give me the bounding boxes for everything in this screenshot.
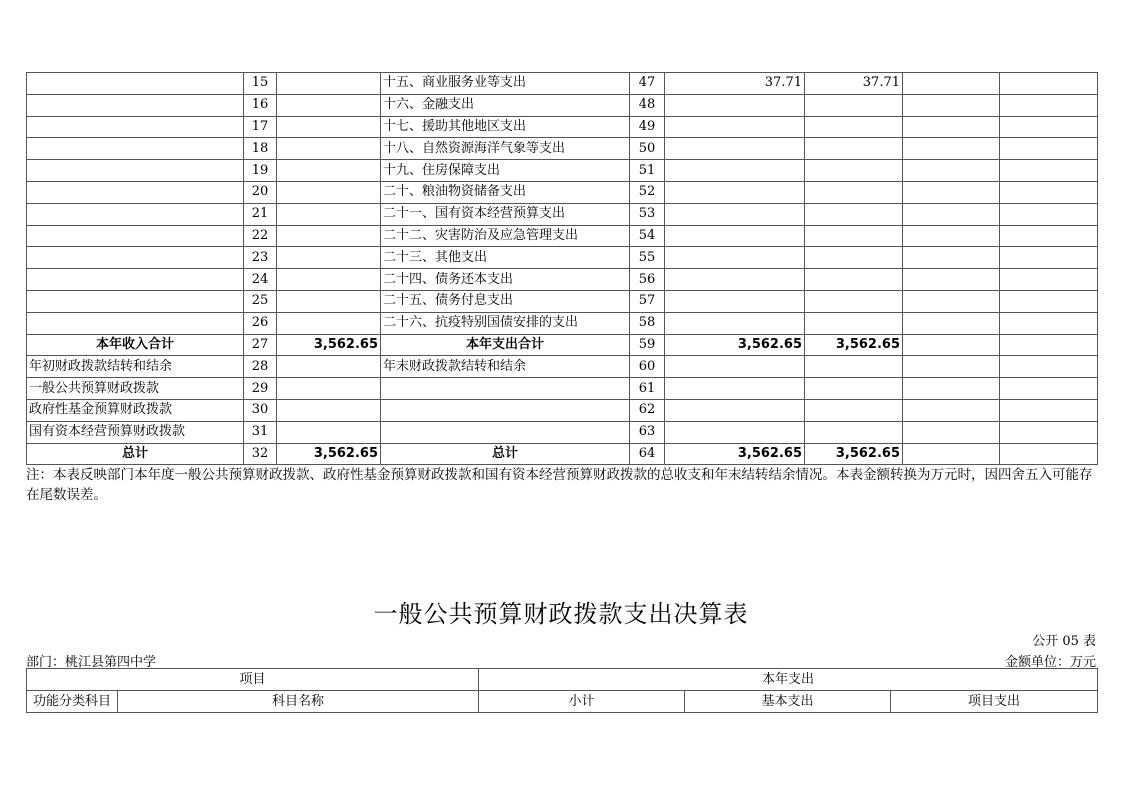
expense-total [665, 225, 805, 247]
income-amount [277, 116, 381, 138]
income-amount [277, 73, 381, 95]
expense-total [665, 138, 805, 160]
expense-col2 [805, 356, 903, 378]
expense-col4 [1000, 247, 1098, 269]
income-item: 政府性基金预算财政拨款 [27, 399, 244, 421]
income-amount [277, 421, 381, 443]
expense-row-no: 55 [630, 247, 665, 269]
expense-col2 [805, 399, 903, 421]
table-code: 公开 05 表 [1032, 634, 1096, 649]
expense-item: 十六、金融支出 [381, 94, 630, 116]
income-row-no: 30 [244, 399, 277, 421]
expense-total [665, 94, 805, 116]
expense-col3 [903, 356, 1000, 378]
table-row [27, 356, 1098, 378]
expense-row-no: 49 [630, 116, 665, 138]
table-row [27, 378, 1098, 400]
expense-item: 十七、援助其他地区支出 [381, 116, 630, 138]
header-current-expenditure: 本年支出 [479, 669, 1098, 691]
expense-row-no: 52 [630, 181, 665, 203]
col-subject-name: 科目名称 [118, 691, 479, 713]
department-label: 部门：桃江县第四中学 [26, 655, 157, 670]
expense-item [381, 421, 630, 443]
expense-row-no: 60 [630, 356, 665, 378]
expense-item: 十九、住房保障支出 [381, 160, 630, 182]
income-amount [277, 356, 381, 378]
expense-col2 [805, 290, 903, 312]
expense-col3 [903, 312, 1000, 334]
expense-col3 [903, 203, 1000, 225]
expense-col2 [805, 247, 903, 269]
expense-col2 [805, 269, 903, 291]
expense-item [381, 399, 630, 421]
expense-col4 [1000, 181, 1098, 203]
expense-col3 [903, 73, 1000, 95]
expense-total: 37.71 [665, 73, 805, 95]
income-row-no: 25 [244, 290, 277, 312]
expense-row-no: 53 [630, 203, 665, 225]
expense-item: 二十一、国有资本经营预算支出 [381, 203, 630, 225]
income-amount [277, 225, 381, 247]
expense-item: 二十三、其他支出 [381, 247, 630, 269]
page-title: 一般公共预算财政拨款支出决算表 [373, 600, 749, 628]
expense-total [665, 312, 805, 334]
table-row [27, 691, 1098, 713]
expense-total [665, 290, 805, 312]
income-amount: 3,562.65 [277, 334, 381, 356]
income-row-no: 16 [244, 94, 277, 116]
expense-col3 [903, 421, 1000, 443]
income-amount [277, 138, 381, 160]
expense-item: 二十五、债务付息支出 [381, 290, 630, 312]
table-row [27, 181, 1098, 203]
expense-col3 [903, 225, 1000, 247]
expense-row-no: 58 [630, 312, 665, 334]
expense-col2 [805, 94, 903, 116]
income-item [27, 73, 244, 95]
expense-col4 [1000, 73, 1098, 95]
expense-col2 [805, 116, 903, 138]
table-row [27, 334, 1098, 356]
income-item: 年初财政拨款结转和结余 [27, 356, 244, 378]
expense-col2 [805, 181, 903, 203]
expense-total [665, 269, 805, 291]
table-row [27, 669, 1098, 691]
expense-total: 3,562.65 [665, 334, 805, 356]
expense-item: 本年支出合计 [381, 334, 630, 356]
income-item [27, 225, 244, 247]
col-basic-expenditure: 基本支出 [685, 691, 891, 713]
income-row-no: 32 [244, 443, 277, 465]
income-row-no: 24 [244, 269, 277, 291]
income-item [27, 181, 244, 203]
income-amount [277, 399, 381, 421]
table-row [27, 138, 1098, 160]
expense-total [665, 116, 805, 138]
budget-summary-table [26, 72, 1098, 465]
expense-col2 [805, 138, 903, 160]
expense-col4 [1000, 399, 1098, 421]
expense-total [665, 421, 805, 443]
table-row [27, 247, 1098, 269]
income-row-no: 17 [244, 116, 277, 138]
table-row [27, 160, 1098, 182]
income-row-no: 20 [244, 181, 277, 203]
income-row-no: 15 [244, 73, 277, 95]
expense-col3 [903, 181, 1000, 203]
expense-col2 [805, 378, 903, 400]
income-row-no: 31 [244, 421, 277, 443]
income-amount [277, 181, 381, 203]
expense-item: 二十二、灾害防治及应急管理支出 [381, 225, 630, 247]
table-note: 注：本表反映部门本年度一般公共预算财政拨款、政府性基金预算财政拨款和国有资本经营预算财政拨款的总收支和年末结转结余情况。本表金额转换为万元时，因四舍五入可能存在尾数误差。 [26, 467, 1093, 503]
table-row [27, 203, 1098, 225]
expense-col4 [1000, 94, 1098, 116]
expense-col3 [903, 269, 1000, 291]
income-amount [277, 203, 381, 225]
expense-row-no: 61 [630, 378, 665, 400]
table-row [27, 269, 1098, 291]
expense-item: 总计 [381, 443, 630, 465]
expense-col4 [1000, 356, 1098, 378]
table-row [27, 399, 1098, 421]
income-row-no: 23 [244, 247, 277, 269]
expense-total [665, 160, 805, 182]
col-function-category: 功能分类科目 [27, 691, 118, 713]
income-row-no: 18 [244, 138, 277, 160]
expense-col4 [1000, 138, 1098, 160]
income-item [27, 94, 244, 116]
expense-item: 二十六、抗疫特别国债安排的支出 [381, 312, 630, 334]
expense-total [665, 356, 805, 378]
expense-col3 [903, 334, 1000, 356]
expense-col4 [1000, 290, 1098, 312]
income-amount: 3,562.65 [277, 443, 381, 465]
expense-col2 [805, 312, 903, 334]
income-row-no: 21 [244, 203, 277, 225]
expense-col3 [903, 443, 1000, 465]
income-row-no: 19 [244, 160, 277, 182]
income-item [27, 247, 244, 269]
income-amount [277, 378, 381, 400]
expense-total [665, 181, 805, 203]
col-project-expenditure: 项目支出 [891, 691, 1098, 713]
table-row [27, 73, 1098, 95]
expense-item: 十八、自然资源海洋气象等支出 [381, 138, 630, 160]
expense-total [665, 203, 805, 225]
expense-col4 [1000, 269, 1098, 291]
expense-col2 [805, 225, 903, 247]
income-item [27, 203, 244, 225]
expense-item: 二十、粮油物资储备支出 [381, 181, 630, 203]
expense-col4 [1000, 160, 1098, 182]
header-item: 项目 [27, 669, 479, 691]
expense-col2: 3,562.65 [805, 334, 903, 356]
expense-total [665, 378, 805, 400]
table-row [27, 94, 1098, 116]
income-amount [277, 269, 381, 291]
table-row [27, 421, 1098, 443]
table-row [27, 443, 1098, 465]
income-amount [277, 160, 381, 182]
income-item: 一般公共预算财政拨款 [27, 378, 244, 400]
income-amount [277, 247, 381, 269]
expense-col4 [1000, 225, 1098, 247]
expense-col4 [1000, 334, 1098, 356]
table-row [27, 225, 1098, 247]
income-item [27, 290, 244, 312]
unit-label: 金额单位：万元 [1004, 655, 1096, 670]
expense-col4 [1000, 312, 1098, 334]
expense-col4 [1000, 203, 1098, 225]
expense-row-no: 51 [630, 160, 665, 182]
expense-col4 [1000, 116, 1098, 138]
income-item [27, 138, 244, 160]
expense-col3 [903, 160, 1000, 182]
expense-row-no: 62 [630, 399, 665, 421]
expense-col2 [805, 203, 903, 225]
income-amount [277, 94, 381, 116]
income-row-no: 22 [244, 225, 277, 247]
expense-total [665, 247, 805, 269]
expense-row-no: 64 [630, 443, 665, 465]
expense-col2 [805, 421, 903, 443]
income-amount [277, 290, 381, 312]
expense-row-no: 48 [630, 94, 665, 116]
expense-item: 二十四、债务还本支出 [381, 269, 630, 291]
expense-item: 年末财政拨款结转和结余 [381, 356, 630, 378]
expense-row-no: 59 [630, 334, 665, 356]
table-row [27, 116, 1098, 138]
expense-col3 [903, 138, 1000, 160]
expense-row-no: 63 [630, 421, 665, 443]
expense-col4 [1000, 421, 1098, 443]
expense-col3 [903, 378, 1000, 400]
expense-row-no: 56 [630, 269, 665, 291]
income-item [27, 269, 244, 291]
income-row-no: 27 [244, 334, 277, 356]
col-subtotal: 小计 [479, 691, 685, 713]
expense-col3 [903, 399, 1000, 421]
income-item: 本年收入合计 [27, 334, 244, 356]
expense-col4 [1000, 443, 1098, 465]
expense-total [665, 399, 805, 421]
expense-col3 [903, 94, 1000, 116]
expense-col3 [903, 116, 1000, 138]
income-item: 总计 [27, 443, 244, 465]
expense-row-no: 50 [630, 138, 665, 160]
income-item [27, 160, 244, 182]
expense-col3 [903, 290, 1000, 312]
income-row-no: 26 [244, 312, 277, 334]
table-row [27, 312, 1098, 334]
expense-col2: 3,562.65 [805, 443, 903, 465]
expense-item: 十五、商业服务业等支出 [381, 73, 630, 95]
income-row-no: 28 [244, 356, 277, 378]
table-row [27, 290, 1098, 312]
income-amount [277, 312, 381, 334]
expense-row-no: 47 [630, 73, 665, 95]
expense-col3 [903, 247, 1000, 269]
expense-row-no: 54 [630, 225, 665, 247]
expense-col4 [1000, 378, 1098, 400]
expense-item [381, 378, 630, 400]
income-item [27, 312, 244, 334]
income-row-no: 29 [244, 378, 277, 400]
expense-total: 3,562.65 [665, 443, 805, 465]
expense-col2: 37.71 [805, 73, 903, 95]
expenditure-header-table [26, 668, 1098, 713]
income-item [27, 116, 244, 138]
income-item: 国有资本经营预算财政拨款 [27, 421, 244, 443]
expense-col2 [805, 160, 903, 182]
expense-row-no: 57 [630, 290, 665, 312]
